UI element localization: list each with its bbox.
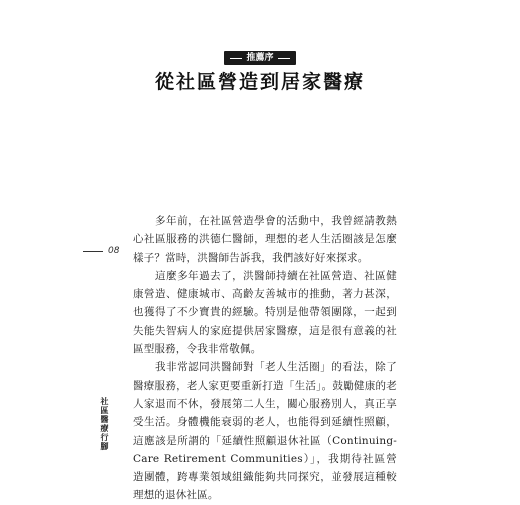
body-text bbox=[133, 212, 397, 505]
section-label-badge bbox=[224, 51, 295, 65]
badge-dash-right bbox=[278, 58, 290, 59]
section-label-row bbox=[0, 51, 520, 65]
page-title: 從社區營造到居家醫療 bbox=[154, 71, 365, 93]
page-number-marker bbox=[83, 246, 119, 256]
running-head: 社區醫療行腳 bbox=[100, 397, 109, 451]
paragraph-2: 這麼多年過去了，洪醫師持續在社區營造、社區健康營造、健康城市、高齡友善城市的推動，著力甚深，也獲得了不少寶貴的經驗。特別是他帶領團隊，一起到失能失智病人的家庭提供居家醫療，這是很有意義的社區型服務，令我非常敬佩。 bbox=[133, 269, 397, 356]
paragraph-3: 我非常認同洪醫師對「老人生活圈」的看法，除了醫療服務，老人家更要重新打造「生活」。鼓勵健康的老人家退而不休，發展第二人生，關心服務別人，真正享受生活。身體機能衰弱的老人，也能得到延續性照顧，這應該是所謂的「延續性照顧退休社區（Continuing-Care Retirement Communities）」，我期待社區營造團體，跨專業領域組織能夠共同探究，並發展這種較理想的退休社區。 bbox=[133, 361, 397, 502]
paragraph-1: 多年前，在社區營造學會的活動中，我曾經請教熱心社區服務的洪德仁醫師，理想的老人生活圈該是怎麼樣子？當時，洪醫師告訴我，我們該好好來探求。 bbox=[133, 215, 397, 264]
page-number: 08 bbox=[108, 246, 120, 256]
badge-dash-left bbox=[230, 58, 242, 59]
section-label: 推薦序 bbox=[246, 53, 274, 63]
page-number-rule bbox=[83, 251, 103, 252]
